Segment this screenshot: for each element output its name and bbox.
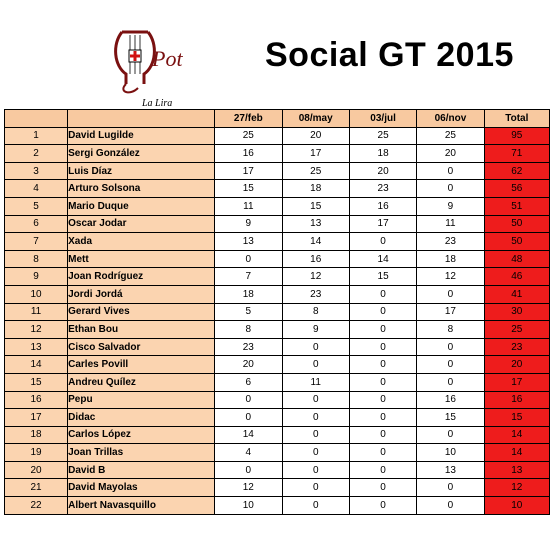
score-cell: 0 bbox=[349, 338, 416, 356]
header-row bbox=[5, 110, 550, 128]
player-name-cell: Luis Díaz bbox=[68, 162, 215, 180]
score-cell: 10 bbox=[215, 497, 282, 515]
score-cell: 17 bbox=[417, 303, 484, 321]
score-cell: 0 bbox=[282, 444, 349, 462]
total-cell: 15 bbox=[484, 409, 549, 427]
score-cell: 25 bbox=[215, 127, 282, 145]
table-row bbox=[5, 162, 550, 180]
score-cell: 17 bbox=[215, 162, 282, 180]
score-cell: 0 bbox=[349, 303, 416, 321]
score-cell: 0 bbox=[349, 233, 416, 251]
table-row bbox=[5, 303, 550, 321]
column-header-date: 27/feb bbox=[215, 110, 282, 128]
rank-cell: 13 bbox=[5, 338, 68, 356]
score-cell: 0 bbox=[349, 444, 416, 462]
rank-cell: 9 bbox=[5, 268, 68, 286]
score-cell: 0 bbox=[417, 373, 484, 391]
player-name-cell: David Mayolas bbox=[68, 479, 215, 497]
score-cell: 0 bbox=[417, 285, 484, 303]
rank-cell: 15 bbox=[5, 373, 68, 391]
player-name-cell: Mario Duque bbox=[68, 197, 215, 215]
table-row bbox=[5, 250, 550, 268]
total-cell: 12 bbox=[484, 479, 549, 497]
player-name-cell: Carles Povill bbox=[68, 356, 215, 374]
score-cell: 25 bbox=[349, 127, 416, 145]
player-name-cell: Sergi González bbox=[68, 145, 215, 163]
score-cell: 0 bbox=[349, 409, 416, 427]
score-cell: 13 bbox=[282, 215, 349, 233]
player-name-cell: Cisco Salvador bbox=[68, 338, 215, 356]
player-name-cell: Carlos López bbox=[68, 426, 215, 444]
score-cell: 23 bbox=[282, 285, 349, 303]
score-cell: 0 bbox=[417, 162, 484, 180]
score-cell: 8 bbox=[282, 303, 349, 321]
score-cell: 23 bbox=[215, 338, 282, 356]
table-row bbox=[5, 479, 550, 497]
score-cell: 12 bbox=[282, 268, 349, 286]
score-cell: 17 bbox=[349, 215, 416, 233]
score-cell: 18 bbox=[282, 180, 349, 198]
total-cell: 50 bbox=[484, 215, 549, 233]
score-cell: 0 bbox=[417, 180, 484, 198]
rank-cell: 7 bbox=[5, 233, 68, 251]
score-cell: 0 bbox=[417, 426, 484, 444]
player-name-cell: Jordi Jordá bbox=[68, 285, 215, 303]
score-cell: 9 bbox=[417, 197, 484, 215]
score-cell: 20 bbox=[215, 356, 282, 374]
score-cell: 6 bbox=[215, 373, 282, 391]
column-header-date: 03/jul bbox=[349, 110, 416, 128]
table-row bbox=[5, 497, 550, 515]
table-row bbox=[5, 338, 550, 356]
player-name-cell: David B bbox=[68, 461, 215, 479]
score-cell: 18 bbox=[417, 250, 484, 268]
total-cell: 25 bbox=[484, 321, 549, 339]
total-cell: 50 bbox=[484, 233, 549, 251]
score-cell: 0 bbox=[417, 338, 484, 356]
rank-cell: 14 bbox=[5, 356, 68, 374]
score-cell: 0 bbox=[282, 356, 349, 374]
total-cell: 56 bbox=[484, 180, 549, 198]
total-cell: 48 bbox=[484, 250, 549, 268]
score-cell: 15 bbox=[417, 409, 484, 427]
score-cell: 0 bbox=[349, 461, 416, 479]
score-cell: 0 bbox=[349, 321, 416, 339]
score-cell: 14 bbox=[349, 250, 416, 268]
player-name-cell: Pepu bbox=[68, 391, 215, 409]
score-cell: 25 bbox=[282, 162, 349, 180]
player-name-cell: Mett bbox=[68, 250, 215, 268]
score-cell: 0 bbox=[282, 479, 349, 497]
score-cell: 16 bbox=[349, 197, 416, 215]
score-cell: 0 bbox=[349, 497, 416, 515]
rank-cell: 18 bbox=[5, 426, 68, 444]
svg-text:Pot: Pot bbox=[152, 46, 183, 71]
rank-cell: 19 bbox=[5, 444, 68, 462]
player-name-cell: Ethan Bou bbox=[68, 321, 215, 339]
score-cell: 23 bbox=[417, 233, 484, 251]
score-cell: 16 bbox=[215, 145, 282, 163]
score-cell: 0 bbox=[282, 497, 349, 515]
rank-cell: 3 bbox=[5, 162, 68, 180]
standings-table bbox=[4, 109, 550, 515]
score-cell: 8 bbox=[417, 321, 484, 339]
score-cell: 0 bbox=[282, 338, 349, 356]
table-row bbox=[5, 426, 550, 444]
score-cell: 0 bbox=[282, 461, 349, 479]
total-cell: 14 bbox=[484, 444, 549, 462]
rank-cell: 17 bbox=[5, 409, 68, 427]
score-cell: 23 bbox=[349, 180, 416, 198]
table-row bbox=[5, 321, 550, 339]
player-name-cell: Andreu Quílez bbox=[68, 373, 215, 391]
score-cell: 15 bbox=[282, 197, 349, 215]
total-cell: 30 bbox=[484, 303, 549, 321]
player-name-cell: Gerard Vives bbox=[68, 303, 215, 321]
rank-cell: 22 bbox=[5, 497, 68, 515]
table-row bbox=[5, 391, 550, 409]
rank-cell: 2 bbox=[5, 145, 68, 163]
page-title: Social GT 2015 bbox=[265, 36, 514, 74]
score-cell: 4 bbox=[215, 444, 282, 462]
table-row bbox=[5, 409, 550, 427]
blank-header bbox=[68, 110, 215, 128]
score-cell: 15 bbox=[349, 268, 416, 286]
score-cell: 8 bbox=[215, 321, 282, 339]
lyre-logo-icon bbox=[108, 22, 188, 110]
score-cell: 16 bbox=[417, 391, 484, 409]
score-cell: 0 bbox=[417, 479, 484, 497]
table-row bbox=[5, 373, 550, 391]
table-row bbox=[5, 127, 550, 145]
rank-cell: 1 bbox=[5, 127, 68, 145]
table-row bbox=[5, 461, 550, 479]
rank-cell: 6 bbox=[5, 215, 68, 233]
rank-cell: 20 bbox=[5, 461, 68, 479]
score-cell: 10 bbox=[417, 444, 484, 462]
rank-cell: 11 bbox=[5, 303, 68, 321]
score-cell: 12 bbox=[417, 268, 484, 286]
table-row bbox=[5, 444, 550, 462]
table-row bbox=[5, 356, 550, 374]
score-cell: 12 bbox=[215, 479, 282, 497]
score-cell: 15 bbox=[215, 180, 282, 198]
score-cell: 5 bbox=[215, 303, 282, 321]
score-cell: 11 bbox=[417, 215, 484, 233]
player-name-cell: Didac bbox=[68, 409, 215, 427]
total-cell: 17 bbox=[484, 373, 549, 391]
score-cell: 14 bbox=[215, 426, 282, 444]
score-cell: 0 bbox=[282, 426, 349, 444]
total-cell: 14 bbox=[484, 426, 549, 444]
score-cell: 0 bbox=[215, 391, 282, 409]
score-cell: 18 bbox=[215, 285, 282, 303]
rank-cell: 12 bbox=[5, 321, 68, 339]
column-header-date: 06/nov bbox=[417, 110, 484, 128]
score-cell: 0 bbox=[349, 356, 416, 374]
rank-cell: 5 bbox=[5, 197, 68, 215]
blank-header bbox=[5, 110, 68, 128]
score-cell: 0 bbox=[417, 356, 484, 374]
score-cell: 25 bbox=[417, 127, 484, 145]
total-cell: 10 bbox=[484, 497, 549, 515]
total-cell: 13 bbox=[484, 461, 549, 479]
score-cell: 14 bbox=[282, 233, 349, 251]
table-row bbox=[5, 268, 550, 286]
score-cell: 9 bbox=[215, 215, 282, 233]
score-cell: 0 bbox=[282, 409, 349, 427]
total-cell: 16 bbox=[484, 391, 549, 409]
column-header-date: 08/may bbox=[282, 110, 349, 128]
score-cell: 20 bbox=[349, 162, 416, 180]
score-cell: 11 bbox=[215, 197, 282, 215]
total-cell: 51 bbox=[484, 197, 549, 215]
score-cell: 0 bbox=[349, 391, 416, 409]
total-cell: 71 bbox=[484, 145, 549, 163]
score-cell: 18 bbox=[349, 145, 416, 163]
rank-cell: 8 bbox=[5, 250, 68, 268]
total-cell: 46 bbox=[484, 268, 549, 286]
score-cell: 0 bbox=[349, 426, 416, 444]
score-cell: 0 bbox=[417, 497, 484, 515]
table-row bbox=[5, 285, 550, 303]
rank-cell: 4 bbox=[5, 180, 68, 198]
score-cell: 17 bbox=[282, 145, 349, 163]
score-cell: 13 bbox=[417, 461, 484, 479]
column-header-total: Total bbox=[484, 110, 549, 128]
player-name-cell: Joan Trillas bbox=[68, 444, 215, 462]
score-cell: 0 bbox=[349, 479, 416, 497]
player-name-cell: Xada bbox=[68, 233, 215, 251]
score-cell: 9 bbox=[282, 321, 349, 339]
player-name-cell: David Lugilde bbox=[68, 127, 215, 145]
total-cell: 23 bbox=[484, 338, 549, 356]
total-cell: 41 bbox=[484, 285, 549, 303]
score-cell: 0 bbox=[215, 409, 282, 427]
total-cell: 95 bbox=[484, 127, 549, 145]
rank-cell: 21 bbox=[5, 479, 68, 497]
table-row bbox=[5, 233, 550, 251]
score-cell: 20 bbox=[417, 145, 484, 163]
score-cell: 7 bbox=[215, 268, 282, 286]
player-name-cell: Joan Rodríguez bbox=[68, 268, 215, 286]
score-cell: 11 bbox=[282, 373, 349, 391]
score-cell: 20 bbox=[282, 127, 349, 145]
score-cell: 0 bbox=[215, 461, 282, 479]
score-cell: 0 bbox=[282, 391, 349, 409]
rank-cell: 10 bbox=[5, 285, 68, 303]
table-row bbox=[5, 145, 550, 163]
table-row bbox=[5, 180, 550, 198]
score-cell: 16 bbox=[282, 250, 349, 268]
table-row bbox=[5, 215, 550, 233]
score-cell: 0 bbox=[215, 250, 282, 268]
total-cell: 62 bbox=[484, 162, 549, 180]
player-name-cell: Oscar Jodar bbox=[68, 215, 215, 233]
score-cell: 0 bbox=[349, 285, 416, 303]
score-cell: 13 bbox=[215, 233, 282, 251]
score-cell: 0 bbox=[349, 373, 416, 391]
player-name-cell: Albert Navasquillo bbox=[68, 497, 215, 515]
total-cell: 20 bbox=[484, 356, 549, 374]
table-row bbox=[5, 197, 550, 215]
rank-cell: 16 bbox=[5, 391, 68, 409]
player-name-cell: Arturo Solsona bbox=[68, 180, 215, 198]
svg-text:La Lira: La Lira bbox=[142, 98, 173, 109]
